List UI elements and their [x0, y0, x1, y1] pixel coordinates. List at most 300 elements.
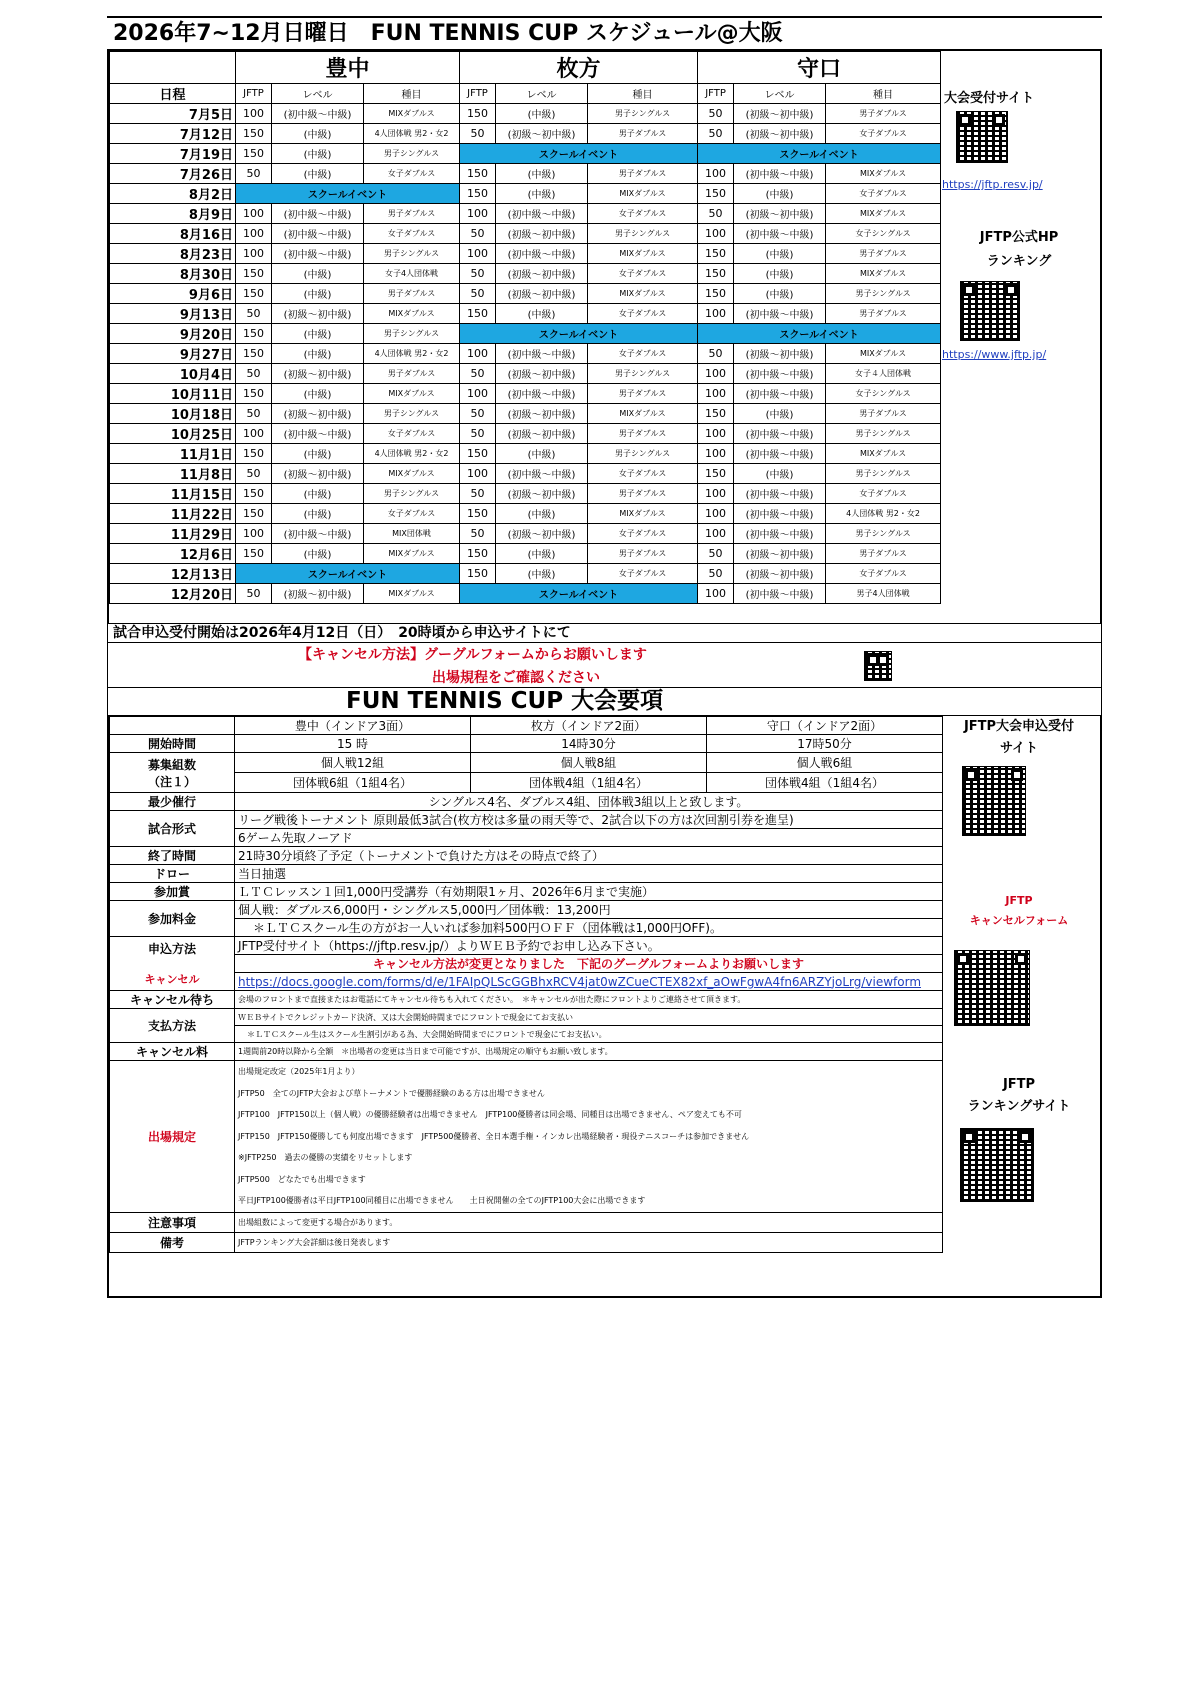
level-hirakata: (中級) [496, 184, 588, 204]
event-moriguchi: 男子ダブルス [826, 104, 941, 124]
jftp-level-toyonaka: 150 [236, 124, 272, 144]
level-toyonaka: (初級～初中級) [272, 304, 364, 324]
reception-link[interactable]: https://jftp.resv.jp/ [942, 178, 1043, 191]
jftp-level-moriguchi: 50 [698, 564, 734, 584]
fee-value-1: 個人戦：ダブルス6,000円・シングルス5,000円／団体戦：13,200円 [235, 901, 943, 919]
jftp-level-hirakata: 150 [460, 304, 496, 324]
venue-detail-hirakata: 枚方（インドア2面） [471, 717, 707, 735]
schedule-row [110, 204, 941, 224]
end-time-value: 21時30分頃終了予定（トーナメントで負けた方はその時点で終了） [235, 847, 943, 865]
event-hirakata: 男子ダブルス [588, 164, 698, 184]
level-hirakata: (中級) [496, 444, 588, 464]
event-moriguchi: 男子ダブルス [826, 244, 941, 264]
school-event-moriguchi: スクールイベント [698, 144, 941, 164]
level-toyonaka: (中級) [272, 484, 364, 504]
jftp-level-moriguchi: 50 [698, 124, 734, 144]
level-moriguchi: (初中級～中級) [734, 524, 826, 544]
level-toyonaka: (初中級～中級) [272, 104, 364, 124]
school-event-moriguchi: スクールイベント [698, 324, 941, 344]
schedule-row [110, 404, 941, 424]
cancel-form-qr-code[interactable] [954, 950, 1030, 1026]
event-moriguchi: 男子ダブルス [826, 304, 941, 324]
school-event-hirakata: スクールイベント [460, 584, 698, 604]
level-hirakata: (初中級～中級) [496, 244, 588, 264]
reception-site-qr-code[interactable] [962, 766, 1026, 836]
jftp-level-hirakata: 150 [460, 184, 496, 204]
level-toyonaka: (中級) [272, 324, 364, 344]
event-moriguchi: 男子ダブルス [826, 404, 941, 424]
jftp-level-moriguchi: 150 [698, 404, 734, 424]
jftp-level-moriguchi: 100 [698, 504, 734, 524]
jftp-level-toyonaka: 150 [236, 484, 272, 504]
schedule-row [110, 324, 941, 344]
venue-toyonaka: 豊中 [236, 52, 460, 84]
schedule-row [110, 184, 941, 204]
page-title: 2026年7~12月日曜日 FUN TENNIS CUP スケジュール@大阪 [107, 16, 1102, 49]
school-event-toyonaka: スクールイベント [236, 184, 460, 204]
level-toyonaka: (初中級～中級) [272, 204, 364, 224]
schedule-date: 10月4日 [110, 364, 236, 384]
schedule-row [110, 504, 941, 524]
schedule-date: 10月25日 [110, 424, 236, 444]
cancel-qr-code[interactable] [864, 651, 892, 681]
level-moriguchi: (初級～初中級) [734, 204, 826, 224]
prize-value: ＬＴＣレッスン１回1,000円受講券（有効期限1ヶ月、2026年6月まで実施） [235, 883, 943, 901]
schedule-row [110, 484, 941, 504]
start-time-toyonaka: 15 時 [235, 735, 471, 753]
level-toyonaka: (中級) [272, 504, 364, 524]
level-hirakata: (初中級～中級) [496, 464, 588, 484]
requirements-block [107, 716, 1102, 1298]
schedule-row [110, 464, 941, 484]
schedule-date: 11月1日 [110, 444, 236, 464]
event-toyonaka: 女子4人団体戦 [364, 264, 460, 284]
jftp-level-moriguchi: 100 [698, 524, 734, 544]
level-toyonaka: (中級) [272, 384, 364, 404]
level-moriguchi: (初中級～中級) [734, 364, 826, 384]
level-moriguchi: (中級) [734, 264, 826, 284]
jftp-level-hirakata: 150 [460, 104, 496, 124]
jftp-level-hirakata: 50 [460, 284, 496, 304]
jftp-level-hirakata: 150 [460, 544, 496, 564]
jftp-level-toyonaka: 100 [236, 204, 272, 224]
jftp-level-toyonaka: 150 [236, 264, 272, 284]
event-hirakata: 男子シングルス [588, 224, 698, 244]
event-moriguchi: MIXダブルス [826, 264, 941, 284]
level-moriguchi: (初中級～中級) [734, 444, 826, 464]
schedule-date: 11月15日 [110, 484, 236, 504]
schedule-date: 12月20日 [110, 584, 236, 604]
rule-item: 出場規定改定（2025年1月より） [238, 1067, 360, 1077]
jftp-level-hirakata: 150 [460, 164, 496, 184]
reception-qr-code[interactable] [956, 111, 1008, 163]
level-moriguchi: (初級～初中級) [734, 564, 826, 584]
schedule-block [107, 49, 1102, 623]
schedule-row [110, 144, 941, 164]
level-toyonaka: (中級) [272, 124, 364, 144]
payment-value-2: ＊ＬＴＣスクール生はスクール生割引がある為、大会開始時間までにフロントで現金にてお支払い。 [235, 1026, 943, 1043]
event-hirakata: 女子ダブルス [588, 524, 698, 544]
event-toyonaka: 4人団体戦 男2・女2 [364, 344, 460, 364]
event-toyonaka: 4人団体戦 男2・女2 [364, 444, 460, 464]
jftp-level-toyonaka: 150 [236, 384, 272, 404]
cancel-method: 【キャンセル方法】グーグルフォームからお願いします [298, 647, 647, 663]
requirements-title: FUN TENNIS CUP 大会要項 [107, 688, 1102, 716]
level-toyonaka: (中級) [272, 284, 364, 304]
start-time-moriguchi: 17時50分 [707, 735, 943, 753]
event-toyonaka: 女子ダブルス [364, 504, 460, 524]
event-moriguchi: MIXダブルス [826, 344, 941, 364]
schedule-row [110, 104, 941, 124]
jftp-level-hirakata: 100 [460, 244, 496, 264]
event-toyonaka: MIX団体戦 [364, 524, 460, 544]
level-moriguchi: (中級) [734, 404, 826, 424]
schedule-sidebar [938, 81, 1100, 653]
cancel-form-label: JFTP [1005, 894, 1033, 907]
event-moriguchi: 女子ダブルス [826, 564, 941, 584]
level-hirakata: (初中級～中級) [496, 384, 588, 404]
payment-value-1: ＷＥＢサイトでクレジットカード決済、又は大会開始時間までにフロントで現金にてお支払い [235, 1009, 943, 1026]
schedule-date: 10月11日 [110, 384, 236, 404]
event-toyonaka: MIXダブルス [364, 104, 460, 124]
schedule-date: 8月9日 [110, 204, 236, 224]
event-toyonaka: 4人団体戦 男2・女2 [364, 124, 460, 144]
venue-moriguchi: 守口 [698, 52, 941, 84]
event-hirakata: MIXダブルス [588, 184, 698, 204]
level-toyonaka: (中級) [272, 444, 364, 464]
cancel-fee-value: 1週間前20時以降から全額 ＊出場者の変更は当日まで可能ですが、出場規定の順守もお願い致します。 [235, 1043, 943, 1061]
schedule-row [110, 444, 941, 464]
level-hirakata: (初級～初中級) [496, 284, 588, 304]
event-toyonaka: 男子シングルス [364, 404, 460, 424]
level-toyonaka: (中級) [272, 344, 364, 364]
event-hirakata: 男子シングルス [588, 444, 698, 464]
event-hirakata: MIXダブルス [588, 244, 698, 264]
event-toyonaka: 男子ダブルス [364, 204, 460, 224]
jftp-level-hirakata: 150 [460, 504, 496, 524]
jftp-level-toyonaka: 150 [236, 344, 272, 364]
jftp-level-moriguchi: 150 [698, 184, 734, 204]
event-hirakata: 女子ダブルス [588, 564, 698, 584]
start-time-hirakata: 14時30分 [471, 735, 707, 753]
groups-individual-hirakata: 個人戦8組 [471, 753, 707, 773]
schedule-row [110, 284, 941, 304]
schedule-sheet [107, 16, 1102, 1298]
level-hirakata: (中級) [496, 504, 588, 524]
event-hirakata: 男子ダブルス [588, 124, 698, 144]
event-hirakata: 男子ダブルス [588, 424, 698, 444]
event-hirakata: 女子ダブルス [588, 264, 698, 284]
jftp-level-hirakata: 50 [460, 524, 496, 544]
jftp-level-hirakata: 100 [460, 344, 496, 364]
event-moriguchi: 女子シングルス [826, 384, 941, 404]
note-value: 出場組数によって変更する場合があります。 [235, 1213, 943, 1233]
official-hp-label: JFTP公式HP [979, 230, 1059, 245]
header-jftp: JFTP [460, 84, 496, 104]
level-hirakata: (初級～初中級) [496, 424, 588, 444]
schedule-date: 12月6日 [110, 544, 236, 564]
level-toyonaka: (初級～初中級) [272, 464, 364, 484]
level-hirakata: (中級) [496, 544, 588, 564]
event-hirakata: 女子ダブルス [588, 464, 698, 484]
event-moriguchi: 4人団体戦 男2・女2 [826, 504, 941, 524]
schedule-row [110, 264, 941, 284]
event-toyonaka: 女子ダブルス [364, 164, 460, 184]
level-toyonaka: (初級～初中級) [272, 364, 364, 384]
jftp-level-toyonaka: 50 [236, 584, 272, 604]
requirements-sidebar [938, 716, 1100, 1296]
event-hirakata: 女子ダブルス [588, 304, 698, 324]
rule-item: JFTP50 全てのJFTP大会および草トーナメントで優勝経験のある方は出場できません [238, 1088, 545, 1098]
level-moriguchi: (中級) [734, 184, 826, 204]
level-toyonaka: (初級～初中級) [272, 584, 364, 604]
start-time-label: 開始時間 [110, 735, 235, 753]
jftp-level-moriguchi: 150 [698, 244, 734, 264]
level-toyonaka: (初中級～中級) [272, 424, 364, 444]
schedule-date: 8月16日 [110, 224, 236, 244]
event-toyonaka: 男子シングルス [364, 484, 460, 504]
header-event: 種目 [826, 84, 941, 104]
rule-item: JFTP500 どなたでも出場できます [238, 1174, 366, 1184]
level-hirakata: (初級～初中級) [496, 364, 588, 384]
event-toyonaka: 男子シングルス [364, 244, 460, 264]
reception-site-label: 大会受付サイト [944, 91, 1035, 106]
jftp-level-toyonaka: 150 [236, 144, 272, 164]
jftp-level-toyonaka: 50 [236, 364, 272, 384]
level-hirakata: (初中級～中級) [496, 344, 588, 364]
rule-item: 平日JFTP100優勝者は平日JFTP100同種目に出場できません 土日祝開催の全てのJFTP100大会に出場できます [238, 1196, 646, 1206]
jftp-level-toyonaka: 100 [236, 224, 272, 244]
venue-detail-moriguchi: 守口（インドア2面） [707, 717, 943, 735]
level-hirakata: (中級) [496, 164, 588, 184]
schedule-row [110, 244, 941, 264]
official-hp-link[interactable]: https://www.jftp.jp/ [942, 348, 1047, 361]
event-moriguchi: 女子ダブルス [826, 484, 941, 504]
schedule-row [110, 584, 941, 604]
official-hp-qr-code[interactable] [960, 281, 1020, 341]
header-level: レベル [272, 84, 364, 104]
ranking-site-label: JFTP [1002, 1077, 1036, 1092]
ranking-site-qr-code[interactable] [960, 1128, 1034, 1202]
jftp-level-toyonaka: 150 [236, 324, 272, 344]
minimum-value: シングルス4名、ダブルス4組、団体戦3組以上と致します。 [235, 793, 943, 811]
event-moriguchi: MIXダブルス [826, 164, 941, 184]
schedule-date: 9月20日 [110, 324, 236, 344]
schedule-date: 9月6日 [110, 284, 236, 304]
schedule-row [110, 424, 941, 444]
header-event: 種目 [588, 84, 698, 104]
jftp-level-toyonaka: 50 [236, 404, 272, 424]
event-hirakata: MIXダブルス [588, 284, 698, 304]
jftp-level-moriguchi: 50 [698, 544, 734, 564]
cancel-notice [107, 643, 1102, 688]
venue-hirakata: 枚方 [460, 52, 698, 84]
header-jftp: JFTP [698, 84, 734, 104]
event-hirakata: 女子ダブルス [588, 344, 698, 364]
jftp-level-moriguchi: 150 [698, 264, 734, 284]
jftp-level-toyonaka: 100 [236, 104, 272, 124]
event-hirakata: MIXダブルス [588, 504, 698, 524]
cancel-change-notice: キャンセル方法が変更となりました 下記のグーグルフォームよりお願いします [235, 955, 943, 973]
level-hirakata: (初級～初中級) [496, 264, 588, 284]
rules-check: 出場規程をご確認ください [432, 670, 600, 686]
venue-detail-toyonaka: 豊中（インドア3面） [235, 717, 471, 735]
schedule-date: 9月27日 [110, 344, 236, 364]
event-toyonaka: 男子ダブルス [364, 284, 460, 304]
groups-label: 募集組数 （注１） [110, 753, 235, 793]
event-moriguchi: 男子シングルス [826, 524, 941, 544]
cancel-form-label-2: キャンセルフォーム [969, 914, 1069, 927]
jftp-level-hirakata: 50 [460, 124, 496, 144]
level-hirakata: (初級～初中級) [496, 524, 588, 544]
level-moriguchi: (初中級～中級) [734, 424, 826, 444]
jftp-level-toyonaka: 50 [236, 304, 272, 324]
level-toyonaka: (中級) [272, 164, 364, 184]
schedule-row [110, 304, 941, 324]
event-moriguchi: 男子シングルス [826, 424, 941, 444]
level-moriguchi: (中級) [734, 284, 826, 304]
rule-item: JFTP100 JFTP150以上（個人戦）の優勝経験者は出場できません JFTP100優勝者は同会場、同種目は出場できません、ペア変えても不可 [238, 1110, 742, 1120]
jftp-level-moriguchi: 150 [698, 464, 734, 484]
event-moriguchi: 女子ダブルス [826, 124, 941, 144]
schedule-date: 11月29日 [110, 524, 236, 544]
event-hirakata: 女子ダブルス [588, 204, 698, 224]
jftp-level-toyonaka: 100 [236, 244, 272, 264]
level-toyonaka: (初中級～中級) [272, 224, 364, 244]
jftp-level-toyonaka: 150 [236, 504, 272, 524]
schedule-date: 7月19日 [110, 144, 236, 164]
jftp-level-moriguchi: 100 [698, 444, 734, 464]
event-toyonaka: 女子ダブルス [364, 224, 460, 244]
jftp-level-hirakata: 50 [460, 264, 496, 284]
event-moriguchi: 男子シングルス [826, 284, 941, 304]
jftp-level-hirakata: 150 [460, 444, 496, 464]
level-hirakata: (初級～初中級) [496, 124, 588, 144]
event-toyonaka: MIXダブルス [364, 544, 460, 564]
schedule-row [110, 384, 941, 404]
level-hirakata: (初級～初中級) [496, 404, 588, 424]
ranking-label: ランキング [986, 254, 1052, 269]
schedule-date: 12月13日 [110, 564, 236, 584]
level-moriguchi: (初中級～中級) [734, 584, 826, 604]
event-moriguchi: 男子シングルス [826, 464, 941, 484]
groups-individual-moriguchi: 個人戦6組 [707, 753, 943, 773]
cancel-form-link[interactable]: https://docs.google.com/forms/d/e/1FAIpQLScGGBhxRCV4jat0wZCueCTEX82xf_aOwFgwA4fn6ARZYjoLrg/viewform [235, 973, 943, 991]
jftp-level-moriguchi: 100 [698, 164, 734, 184]
level-moriguchi: (初級～初中級) [734, 104, 826, 124]
level-hirakata: (初級～初中級) [496, 224, 588, 244]
event-toyonaka: 男子シングルス [364, 144, 460, 164]
schedule-row [110, 524, 941, 544]
event-hirakata: 男子ダブルス [588, 384, 698, 404]
level-toyonaka: (中級) [272, 264, 364, 284]
header-event: 種目 [364, 84, 460, 104]
school-event-hirakata: スクールイベント [460, 144, 698, 164]
schedule-row [110, 544, 941, 564]
event-hirakata: 男子シングルス [588, 364, 698, 384]
jftp-level-toyonaka: 150 [236, 444, 272, 464]
event-moriguchi: 男子4人団体戦 [826, 584, 941, 604]
event-toyonaka: 男子ダブルス [364, 364, 460, 384]
waitlist-label: キャンセル待ち [110, 991, 235, 1009]
requirements-table [109, 716, 943, 1253]
apply-label: 申込方法 キャンセル [110, 937, 235, 991]
level-hirakata: (中級) [496, 304, 588, 324]
schedule-date: 10月18日 [110, 404, 236, 424]
schedule-row [110, 224, 941, 244]
event-toyonaka: MIXダブルス [364, 304, 460, 324]
jftp-level-hirakata: 50 [460, 424, 496, 444]
level-hirakata: (初級～初中級) [496, 484, 588, 504]
event-moriguchi: 女子４人団体戦 [826, 364, 941, 384]
format-value-1: リーグ戦後トーナメント 原則最低3試合(枚方校は多量の雨天等で、2試合以下の方は次回割引券を進呈) [235, 811, 943, 829]
rules-list [235, 1061, 943, 1213]
jftp-level-hirakata: 50 [460, 224, 496, 244]
jftp-level-hirakata: 150 [460, 564, 496, 584]
jftp-level-moriguchi: 150 [698, 284, 734, 304]
level-moriguchi: (初中級～中級) [734, 164, 826, 184]
jftp-level-hirakata: 50 [460, 484, 496, 504]
draw-value: 当日抽選 [235, 865, 943, 883]
rules-label: 出場規定 [110, 1061, 235, 1213]
jftp-level-hirakata: 100 [460, 464, 496, 484]
waitlist-value: 会場のフロントまで直接またはお電話にてキャンセル待ちも入れてください。 ＊キャンセルが出た際にフロントよりご連絡させて頂きます。 [235, 991, 943, 1009]
jftp-level-moriguchi: 100 [698, 424, 734, 444]
schedule-row [110, 344, 941, 364]
format-value-2: 6ゲーム先取ノーアド [235, 829, 943, 847]
level-toyonaka: (初級～初中級) [272, 404, 364, 424]
header-level: レベル [496, 84, 588, 104]
schedule-date: 8月30日 [110, 264, 236, 284]
event-moriguchi: MIXダブルス [826, 204, 941, 224]
jftp-level-hirakata: 50 [460, 364, 496, 384]
groups-team-toyonaka: 団体戦6組（1組4名） [235, 773, 471, 793]
jftp-level-toyonaka: 100 [236, 424, 272, 444]
header-level: レベル [734, 84, 826, 104]
jftp-level-moriguchi: 100 [698, 364, 734, 384]
level-moriguchi: (初中級～中級) [734, 304, 826, 324]
schedule-date: 11月22日 [110, 504, 236, 524]
registration-notice: 試合申込受付開始は2026年4月12日（日） 20時頃から申込サイトにて [107, 623, 1102, 643]
groups-individual-toyonaka: 個人戦12組 [235, 753, 471, 773]
header-jftp: JFTP [236, 84, 272, 104]
level-moriguchi: (初中級～中級) [734, 484, 826, 504]
schedule-row [110, 564, 941, 584]
jftp-level-moriguchi: 50 [698, 204, 734, 224]
format-label: 試合形式 [110, 811, 235, 847]
level-toyonaka: (中級) [272, 544, 364, 564]
event-moriguchi: 女子シングルス [826, 224, 941, 244]
cancel-fee-label: キャンセル料 [110, 1043, 235, 1061]
schedule-date: 11月8日 [110, 464, 236, 484]
event-moriguchi: 男子ダブルス [826, 544, 941, 564]
schedule-table [109, 51, 941, 604]
schedule-row [110, 164, 941, 184]
schedule-date: 8月23日 [110, 244, 236, 264]
event-toyonaka: 男子シングルス [364, 324, 460, 344]
end-time-label: 終了時間 [110, 847, 235, 865]
schedule-date: 7月26日 [110, 164, 236, 184]
header-date: 日程 [110, 84, 236, 104]
jftp-level-moriguchi: 50 [698, 344, 734, 364]
remark-value: JFTPランキング大会詳細は後日発表します [235, 1233, 943, 1253]
jftp-level-moriguchi: 100 [698, 304, 734, 324]
schedule-row [110, 124, 941, 144]
event-hirakata: MIXダブルス [588, 404, 698, 424]
fee-label: 参加料金 [110, 901, 235, 937]
jftp-level-moriguchi: 100 [698, 584, 734, 604]
schedule-date: 7月12日 [110, 124, 236, 144]
